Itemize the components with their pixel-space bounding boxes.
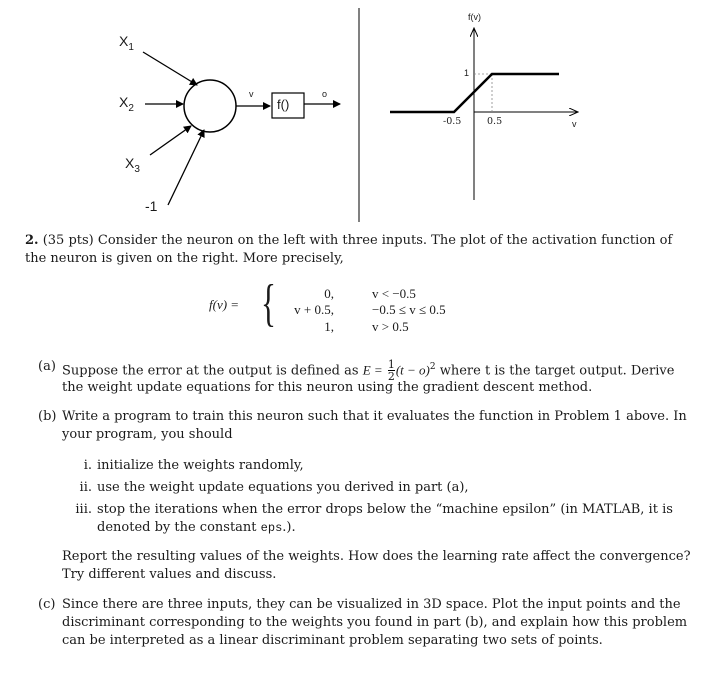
input-label-bias: -1 [145,198,158,214]
part-c-line1: Since there are three inputs, they can be visualized in 3D space. Plot the input points and the [62,597,681,612]
part-b-report-2: Try different values and discuss. [62,567,277,582]
piecewise-cond-3: v > 0.5 [372,319,409,334]
o-label: o [322,89,328,99]
part-a-marker: (a) [38,359,56,374]
piecewise-value-1: 0, [324,286,334,301]
plot-x-label: v [572,119,577,129]
v-label: v [249,89,254,99]
part-b-item1-marker: i. [83,458,92,473]
plot-x-tick-pos: 0.5 [487,116,503,127]
part-c-marker: (c) [38,597,56,612]
input-arrow-x3 [150,126,191,155]
part-c-line3: can be interpreted as a linear discriminant problem separating two sets of points. [62,633,603,648]
part-a-line1: Suppose the error at the output is defined as E = $\frac{1}{2}$ $(t - o)^2$ where t is the target output. Derive [62,358,675,384]
piecewise-lhs: f(v) = [209,297,240,312]
plot-y-label: f(v) [468,12,481,22]
activation-box-label: f() [277,97,290,112]
part-b-item2-marker: ii. [79,480,92,495]
input-arrow-bias [168,130,204,205]
input-label-x1: $X_1$ [119,33,134,53]
plot-y-tick: 1 [464,68,470,78]
part-b-item3: stop the iterations when the error drops below the “machine epsilon” (in MATLAB, it is [97,502,673,517]
part-b-report-1: Report the resulting values of the weights. How does the learning rate affect the convergence? [62,549,691,564]
input-label-x2: $X_2$ [119,94,134,114]
part-c-line2: discriminant corresponding to the weights you found in part (b), and explain how this problem [62,615,688,630]
piecewise-brace: { [261,275,276,332]
part-b-item3-cont: denoted by the constant eps.). [97,520,296,535]
part-b-item2: use the weight update equations you derived in part (a), [97,480,469,495]
piecewise-value-2: v + 0.5, [294,302,334,317]
part-b-item1: initialize the weights randomly, [97,458,304,473]
part-b-item3-marker: iii. [75,502,92,517]
neuron-node [184,80,236,132]
part-b-marker: (b) [38,409,57,424]
piecewise-value-3: 1, [324,319,334,334]
problem-intro: 2. (35 pts) Consider the neuron on the left with three inputs. The plot of the activation function of the neuron is given on the right. More precisely, [25,233,673,266]
plot-x-tick-neg: -0.5 [443,116,462,127]
part-a-line2: the weight update equations for this neuron using the gradient descent method. [62,380,593,395]
piecewise-cond-1: v < −0.5 [372,286,416,301]
neuron-figure [0,0,716,225]
part-b-line1: Write a program to train this neuron such that it evaluates the function in Problem 1 above. In [62,409,687,424]
part-b-line2: your program, you should [62,427,233,442]
piecewise-cond-2: −0.5 ≤ v ≤ 0.5 [372,302,446,317]
input-arrow-x1 [143,52,197,85]
input-label-x3: $X_3$ [125,155,140,175]
